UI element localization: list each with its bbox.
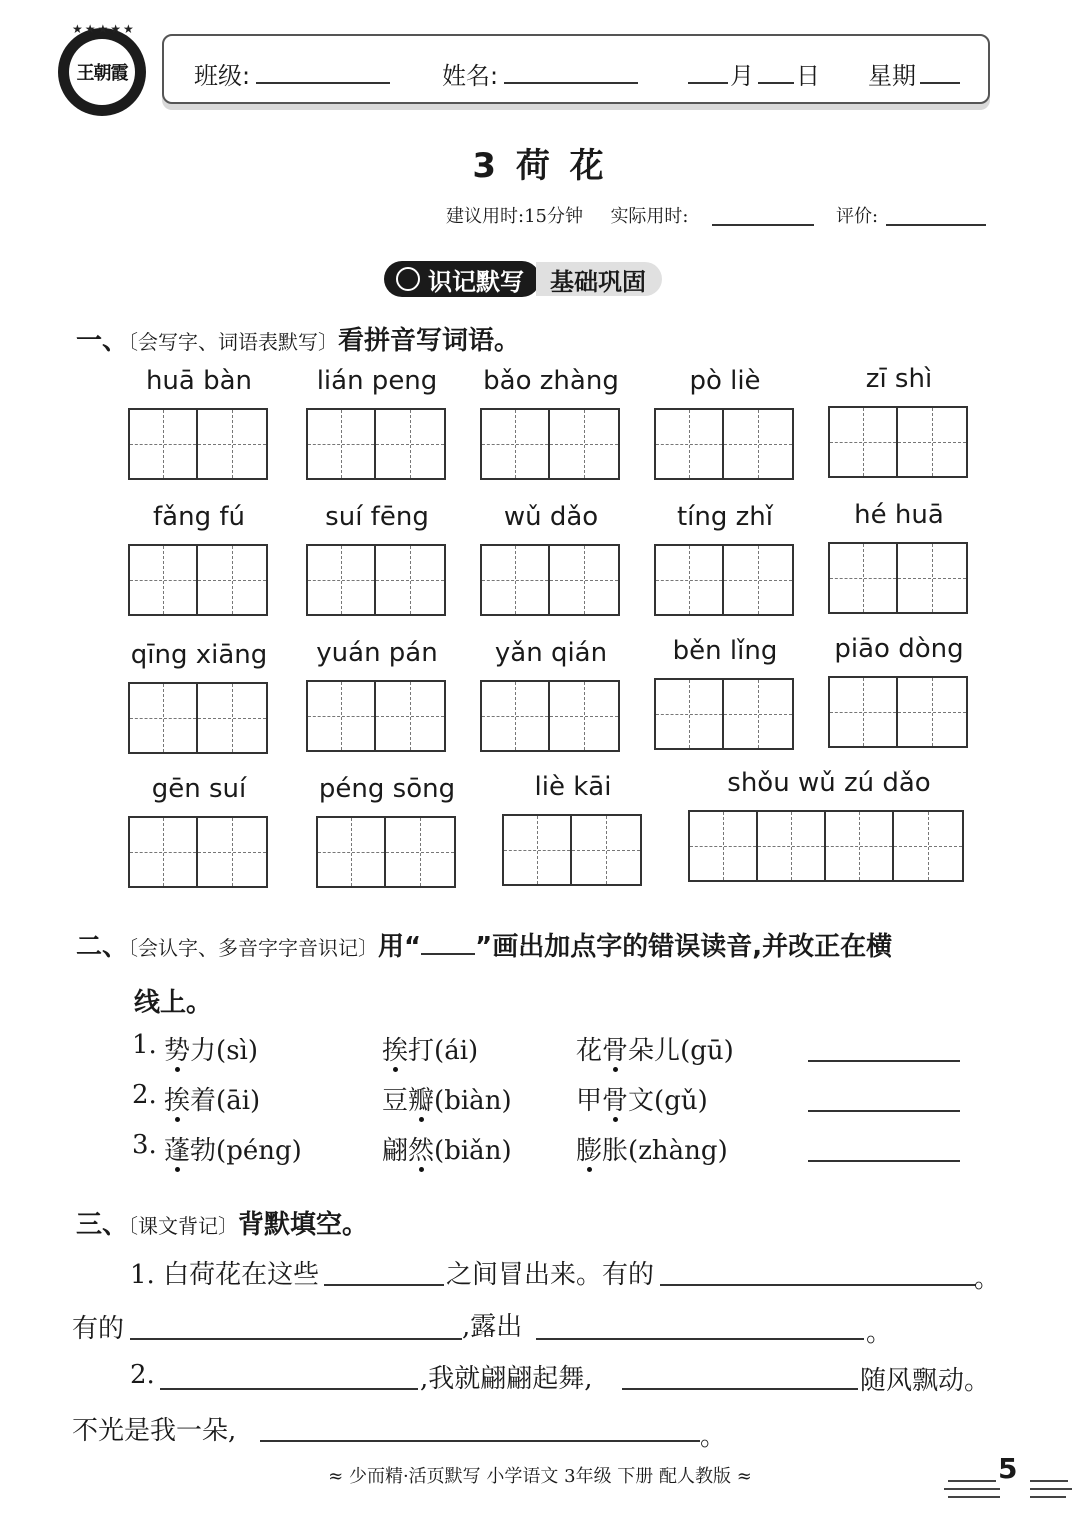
footer-text: ≈ 少而精·活页默写 小学语文 3年级 下册 配人教版 ≈	[328, 1466, 752, 1487]
month-field[interactable]	[688, 82, 728, 84]
q2-tag: 〔会认字、多音字字音识记〕	[128, 936, 379, 960]
q3-line2-b: ,露出	[462, 1312, 523, 1342]
pinyin-label: liè kāi	[534, 772, 612, 802]
pinyin-label: péng sōng	[318, 774, 456, 804]
writing-cell[interactable]	[724, 680, 792, 748]
day-field[interactable]	[758, 82, 794, 84]
writing-cell[interactable]	[898, 408, 966, 476]
writing-cell[interactable]	[130, 410, 198, 478]
tianzige-box	[128, 408, 268, 480]
q3-blank-1[interactable]	[324, 1284, 444, 1286]
writing-cell[interactable]	[724, 410, 792, 478]
evaluation-field[interactable]	[886, 224, 986, 226]
writing-cell[interactable]	[550, 546, 618, 614]
time-line	[446, 202, 689, 228]
pinyin-label: yuán pán	[316, 638, 438, 668]
pinyin-label: hé huā	[854, 500, 944, 530]
writing-cell[interactable]	[130, 546, 198, 614]
pinyin-label: qīng xiāng	[130, 640, 268, 670]
q3-blank-6[interactable]	[622, 1388, 858, 1390]
writing-cell[interactable]	[656, 546, 724, 614]
q3-line4-b: 。	[700, 1422, 727, 1452]
q2-answer-line[interactable]	[808, 1110, 960, 1112]
tianzige-box	[828, 542, 968, 614]
actual-time-label: 实际用时:	[610, 206, 689, 227]
pinyin-label: fǎng fú	[153, 502, 245, 532]
writing-cell[interactable]	[308, 546, 376, 614]
writing-cell[interactable]	[198, 546, 266, 614]
q3-blank-4[interactable]	[536, 1338, 864, 1340]
q3-line4-a: 不光是我一朵,	[72, 1416, 237, 1446]
q3-line1-c: 。	[974, 1264, 1001, 1294]
weekday-field[interactable]	[920, 82, 960, 84]
tianzige-box	[306, 544, 446, 616]
q3-line2-c: 。	[866, 1318, 893, 1348]
q3-line3-b: ,我就翩翩起舞,	[420, 1364, 593, 1394]
q3-line1-a: 1. 白荷花在这些	[130, 1260, 320, 1290]
class-label: 班级:	[194, 62, 251, 90]
logo-stars-icon: ★★★★★	[72, 22, 136, 36]
q3-blank-7[interactable]	[260, 1440, 700, 1442]
writing-cell[interactable]	[130, 818, 198, 886]
writing-cell[interactable]	[386, 818, 454, 886]
writing-cell[interactable]	[690, 812, 758, 880]
writing-cell[interactable]	[376, 546, 444, 614]
writing-cell[interactable]	[504, 816, 572, 884]
tianzige-box	[654, 678, 794, 750]
pinyin-label: zī shì	[865, 364, 933, 394]
writing-cell[interactable]	[572, 816, 640, 884]
badge-light-label: 基础巩固	[550, 267, 646, 296]
logo-text: 王朝霞	[69, 39, 135, 105]
tianzige-box	[306, 680, 446, 752]
q2-number: 二、	[76, 932, 129, 962]
name-label: 姓名:	[442, 62, 499, 90]
suggested-time: 建议用时:15分钟	[446, 206, 583, 227]
badge-dark-label: 识记默写	[428, 267, 524, 296]
evaluation-label: 评价:	[836, 206, 879, 227]
q2-item: 翩然(biǎn)	[382, 1136, 512, 1166]
q1-tag: 〔会写字、词语表默写〕	[128, 330, 339, 354]
tianzige-box	[502, 814, 642, 886]
writing-cell[interactable]	[894, 812, 962, 880]
q3-line1-b: 之间冒出来。有的	[446, 1260, 655, 1290]
tianzige-box	[480, 544, 620, 616]
q2-prompt-a: 用“	[378, 932, 422, 962]
footer-wave-2	[944, 1488, 1000, 1490]
q2-prompt-b: ”画出加点字的错误读音,并改正在横	[475, 932, 893, 962]
pinyin-label: wǔ dǎo	[503, 502, 599, 532]
q1-prompt: 看拼音写词语。	[338, 326, 521, 356]
pinyin-label: lián peng	[316, 366, 438, 396]
tianzige-box	[316, 816, 456, 888]
q3-prompt: 背默填空。	[238, 1210, 369, 1240]
q2-item: 势力(sì)	[164, 1036, 259, 1066]
writing-cell[interactable]	[482, 546, 550, 614]
q1-heading	[76, 320, 520, 357]
tianzige-box	[654, 544, 794, 616]
q1-number: 一、	[76, 326, 129, 356]
writing-cell[interactable]	[198, 410, 266, 478]
month-label: 月	[730, 62, 754, 90]
q2-answer-line[interactable]	[808, 1160, 960, 1162]
writing-cell[interactable]	[198, 818, 266, 886]
page-number: 5	[998, 1452, 1018, 1485]
tianzige-box	[128, 682, 268, 754]
q2-item: 花骨朵儿(gū)	[576, 1036, 734, 1066]
footer-wave-6	[1030, 1496, 1066, 1498]
writing-cell[interactable]	[656, 410, 724, 478]
q2-row-number: 3.	[132, 1130, 157, 1160]
q2-row-number: 2.	[132, 1080, 157, 1110]
q2-item: 豆瓣(biàn)	[382, 1086, 512, 1116]
brand-logo	[58, 22, 146, 116]
badge-dark	[384, 261, 540, 297]
writing-cell[interactable]	[826, 812, 894, 880]
tianzige-box	[828, 406, 968, 478]
student-info-bar	[162, 34, 990, 104]
name-field[interactable]	[504, 82, 638, 84]
pinyin-label: pò liè	[689, 366, 761, 396]
writing-cell[interactable]	[482, 410, 550, 478]
writing-cell[interactable]	[308, 410, 376, 478]
writing-cell[interactable]	[830, 408, 898, 476]
q3-blank-3[interactable]	[130, 1338, 462, 1340]
day-label: 日	[796, 62, 820, 90]
badge-light	[536, 262, 662, 296]
q2-row-number: 1.	[132, 1030, 157, 1060]
q3-tag: 〔课文背记〕	[128, 1214, 239, 1238]
q3-blank-5[interactable]	[160, 1388, 418, 1390]
pinyin-label: huā bàn	[145, 366, 253, 396]
q2-item: 挨着(āi)	[164, 1086, 261, 1116]
writing-cell[interactable]	[550, 682, 618, 750]
pinyin-label: tíng zhǐ	[676, 502, 773, 532]
tianzige-box	[480, 408, 620, 480]
pinyin-label: gēn suí	[151, 774, 247, 804]
pinyin-label: běn lǐng	[672, 636, 778, 666]
q2-heading	[76, 926, 892, 963]
pinyin-label: bǎo zhàng	[483, 366, 619, 396]
q3-heading	[76, 1204, 368, 1241]
writing-cell[interactable]	[830, 544, 898, 612]
writing-cell[interactable]	[130, 684, 198, 752]
writing-cell[interactable]	[656, 680, 724, 748]
pinyin-label: shǒu wǔ zú dǎo	[727, 768, 931, 798]
footer-wave-1	[948, 1480, 996, 1482]
q2-prompt-c: 线上。	[134, 988, 213, 1018]
class-field[interactable]	[256, 82, 390, 84]
tianzige-box	[128, 816, 268, 888]
lesson-title: 3 荷 花	[472, 146, 608, 186]
tianzige-box	[654, 408, 794, 480]
writing-cell[interactable]	[758, 812, 826, 880]
writing-cell[interactable]	[898, 678, 966, 746]
tianzige-box	[480, 680, 620, 752]
writing-cell[interactable]	[898, 544, 966, 612]
pinyin-label: suí fēng	[325, 502, 429, 532]
pinyin-label: yǎn qián	[494, 638, 608, 668]
q3-blank-2[interactable]	[660, 1284, 976, 1286]
q2-item: 甲骨文(gǔ)	[576, 1086, 708, 1116]
tianzige-box	[128, 544, 268, 616]
tianzige-box	[306, 408, 446, 480]
q2-item: 蓬勃(péng)	[164, 1136, 302, 1166]
writing-cell[interactable]	[376, 410, 444, 478]
tianzige-box	[828, 676, 968, 748]
writing-cell[interactable]	[550, 410, 618, 478]
section-badge	[384, 260, 662, 298]
q2-answer-line[interactable]	[808, 1060, 960, 1062]
writing-cell[interactable]	[482, 682, 550, 750]
writing-cell[interactable]	[376, 682, 444, 750]
footer-wave-4	[1030, 1480, 1068, 1482]
q3-line2-a: 有的	[72, 1314, 125, 1344]
actual-time-field[interactable]	[712, 224, 814, 226]
weekday-label: 星期	[868, 62, 916, 90]
pinyin-label: piāo dòng	[834, 634, 964, 664]
footer-wave-3	[948, 1496, 1000, 1498]
footer-wave-5	[1030, 1488, 1072, 1490]
writing-cell[interactable]	[830, 678, 898, 746]
medal-icon	[396, 267, 420, 291]
writing-cell[interactable]	[308, 682, 376, 750]
q2-item: 膨胀(zhàng)	[576, 1136, 728, 1166]
q3-line3-a: 2.	[130, 1360, 155, 1390]
q2-item: 挨打(ái)	[382, 1036, 479, 1066]
writing-cell[interactable]	[318, 818, 386, 886]
q3-number: 三、	[76, 1210, 129, 1240]
writing-cell[interactable]	[198, 684, 266, 752]
q2-blank-mark	[421, 953, 475, 955]
writing-cell[interactable]	[724, 546, 792, 614]
q3-line3-c: 随风飘动。	[860, 1366, 991, 1396]
tianzige-box	[688, 810, 964, 882]
